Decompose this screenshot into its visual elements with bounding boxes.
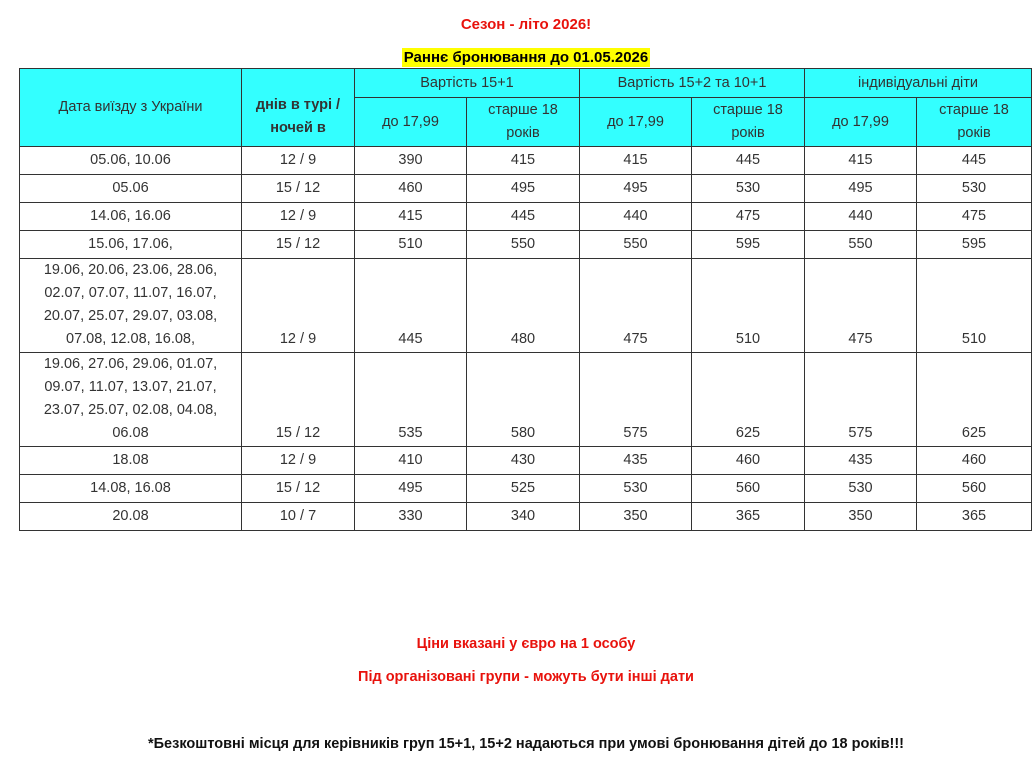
price-cell: 415 — [467, 147, 580, 175]
departure-dates-cell: 19.06, 27.06, 29.06, 01.07, 09.07, 11.07, 13.07, 21.07, 23.07, 25.07, 02.08, 04.08, 06.08 — [20, 353, 242, 447]
price-cell: 510 — [692, 259, 805, 353]
price-cell: 530 — [692, 175, 805, 203]
price-cell: 330 — [355, 503, 467, 531]
price-cell: 560 — [692, 475, 805, 503]
price-cell: 350 — [805, 503, 917, 531]
header-sub-over-18: старше 18 років — [917, 98, 1032, 147]
price-cell: 495 — [355, 475, 467, 503]
price-cell: 440 — [805, 203, 917, 231]
price-cell: 495 — [467, 175, 580, 203]
days-nights-cell: 12 / 9 — [242, 447, 355, 475]
days-nights-cell: 15 / 12 — [242, 231, 355, 259]
header-sub-under-18: до 17,99 — [805, 98, 917, 147]
price-cell: 390 — [355, 147, 467, 175]
table-row — [20, 447, 1032, 475]
price-cell: 435 — [805, 447, 917, 475]
price-cell: 430 — [467, 447, 580, 475]
price-cell: 495 — [580, 175, 692, 203]
early-booking-label: Раннє бронювання до 01.05.2026 — [403, 49, 649, 66]
free-places-note: *Безкоштовні місця для керівників груп 15+1, 15+2 надаються при умові бронювання дітей до 18 років!!! — [147, 736, 905, 752]
early-booking-banner — [0, 48, 1036, 67]
price-cell: 625 — [692, 353, 805, 447]
header-sub-over-18: старше 18 років — [692, 98, 805, 147]
price-cell: 415 — [355, 203, 467, 231]
price-cell: 410 — [355, 447, 467, 475]
table-row — [20, 231, 1032, 259]
days-nights-cell: 12 / 9 — [242, 259, 355, 353]
price-cell: 530 — [580, 475, 692, 503]
price-cell: 530 — [917, 175, 1032, 203]
price-cell: 460 — [917, 447, 1032, 475]
days-nights-cell: 15 / 12 — [242, 475, 355, 503]
header-departure-date: Дата виїзду з України — [20, 69, 242, 147]
price-cell: 530 — [805, 475, 917, 503]
price-cell: 525 — [467, 475, 580, 503]
price-cell: 365 — [917, 503, 1032, 531]
price-cell: 575 — [805, 353, 917, 447]
days-nights-cell: 12 / 9 — [242, 147, 355, 175]
season-title: Сезон - літо 2026! — [460, 16, 592, 33]
price-cell: 475 — [805, 259, 917, 353]
departure-dates-cell: 15.06, 17.06, — [20, 231, 242, 259]
price-cell: 595 — [917, 231, 1032, 259]
departure-dates-cell: 20.08 — [20, 503, 242, 531]
price-cell: 445 — [917, 147, 1032, 175]
price-cell: 510 — [917, 259, 1032, 353]
price-cell: 340 — [467, 503, 580, 531]
table-row — [20, 147, 1032, 175]
price-cell: 580 — [467, 353, 580, 447]
departure-dates-cell: 05.06 — [20, 175, 242, 203]
price-cell: 550 — [580, 231, 692, 259]
price-cell: 475 — [692, 203, 805, 231]
price-cell: 365 — [692, 503, 805, 531]
header-group-price-2: Вартість 15+2 та 10+1 — [580, 69, 805, 98]
days-nights-cell: 10 / 7 — [242, 503, 355, 531]
groups-note: Під організовані групи - можуть бути інші дати — [358, 669, 694, 685]
table-row — [20, 353, 1032, 447]
header-days-nights: днів в турі / ночей в — [242, 69, 355, 147]
price-cell: 445 — [692, 147, 805, 175]
days-nights-cell: 15 / 12 — [242, 353, 355, 447]
header-sub-over-18: старше 18 років — [467, 98, 580, 147]
price-cell: 495 — [805, 175, 917, 203]
price-cell: 480 — [467, 259, 580, 353]
departure-dates-cell: 14.08, 16.08 — [20, 475, 242, 503]
price-cell: 550 — [805, 231, 917, 259]
departure-dates-cell: 18.08 — [20, 447, 242, 475]
price-cell: 415 — [580, 147, 692, 175]
table-row — [20, 175, 1032, 203]
price-cell: 460 — [355, 175, 467, 203]
price-cell: 625 — [917, 353, 1032, 447]
header-group-price-1: Вартість 15+1 — [355, 69, 580, 98]
price-cell: 535 — [355, 353, 467, 447]
price-cell: 575 — [580, 353, 692, 447]
price-cell: 595 — [692, 231, 805, 259]
table-row — [20, 503, 1032, 531]
price-cell: 445 — [355, 259, 467, 353]
price-cell: 435 — [580, 447, 692, 475]
price-table — [19, 68, 1032, 531]
departure-dates-cell: 05.06, 10.06 — [20, 147, 242, 175]
price-cell: 440 — [580, 203, 692, 231]
price-cell: 510 — [355, 231, 467, 259]
header-group-individual: індивідуальні діти — [805, 69, 1032, 98]
price-cell: 475 — [580, 259, 692, 353]
table-row — [20, 203, 1032, 231]
price-cell: 415 — [805, 147, 917, 175]
days-nights-cell: 15 / 12 — [242, 175, 355, 203]
departure-dates-cell: 14.06, 16.06 — [20, 203, 242, 231]
table-row — [20, 475, 1032, 503]
price-cell: 550 — [467, 231, 580, 259]
days-nights-cell: 12 / 9 — [242, 203, 355, 231]
price-cell: 560 — [917, 475, 1032, 503]
table-row — [20, 259, 1032, 353]
price-cell: 460 — [692, 447, 805, 475]
price-cell: 445 — [467, 203, 580, 231]
header-sub-under-18: до 17,99 — [580, 98, 692, 147]
departure-dates-cell: 19.06, 20.06, 23.06, 28.06, 02.07, 07.07, 11.07, 16.07, 20.07, 25.07, 29.07, 03.08, 07.08, 12.08, 16.08, — [20, 259, 242, 353]
header-sub-under-18: до 17,99 — [355, 98, 467, 147]
currency-note: Ціни вказані у євро на 1 особу — [416, 636, 636, 652]
price-cell: 350 — [580, 503, 692, 531]
price-cell: 475 — [917, 203, 1032, 231]
